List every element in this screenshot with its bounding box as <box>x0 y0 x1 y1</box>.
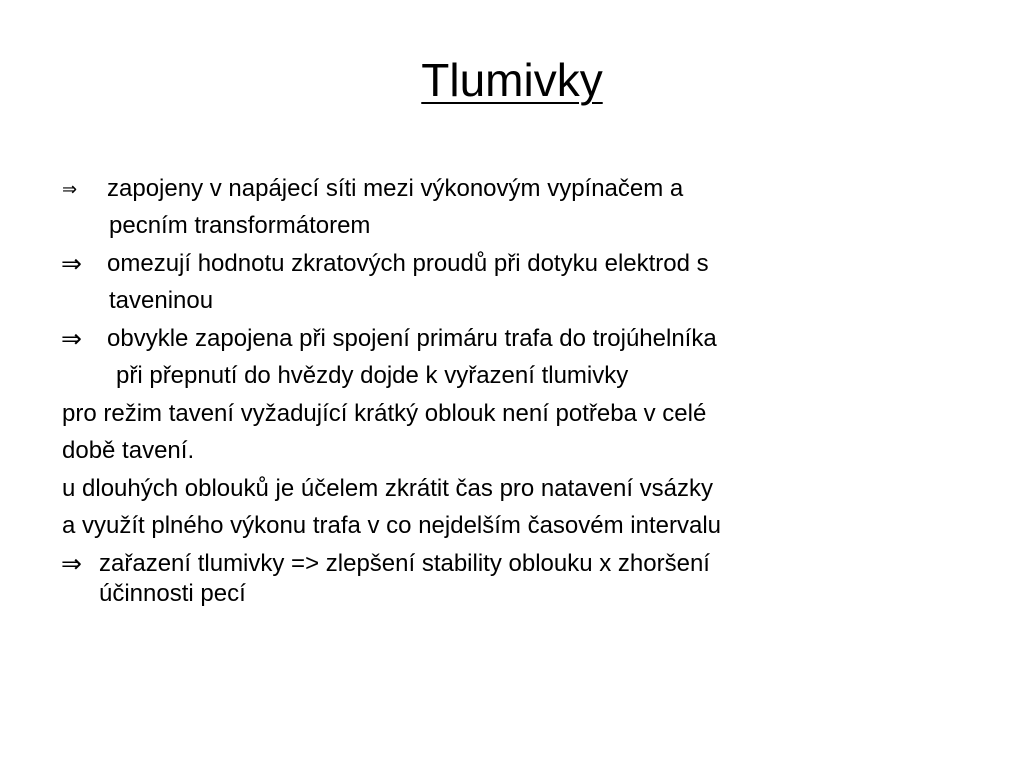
arrow-icon: ⇒ <box>61 324 82 353</box>
arrow-icon: ⇒ <box>62 179 78 200</box>
paragraph-line-1: pro režim tavení vyžadující krátký oblouk není potřeba v celé <box>62 400 707 427</box>
paragraph-line-3: u dlouhých oblouků je účelem zkrátit čas pro natavení vsázky <box>62 475 714 502</box>
bullet-2-line-1: omezují hodnotu zkratových proudů při dotyku elektrod s <box>107 250 709 277</box>
arrow-icon: ⇒ <box>61 249 82 278</box>
slide-title <box>0 52 1024 108</box>
paragraph-line-2: době tavení. <box>62 437 195 464</box>
final-bullet-line-2: účinnosti pecí <box>99 580 246 607</box>
bullet-1-line-2: pecním transformátorem <box>109 212 371 239</box>
bullet-1-line-1: zapojeny v napájecí síti mezi výkonovým vypínačem a <box>107 175 684 202</box>
final-bullet-line-1: zařazení tlumivky => zlepšení stability oblouku x zhoršení <box>99 550 710 577</box>
bullet-2-line-2: taveninou <box>109 287 214 314</box>
slide-title-text: Tlumivky <box>421 54 603 106</box>
arrow-icon: ⇒ <box>61 549 82 578</box>
bullet-3-line-2: při přepnutí do hvězdy dojde k vyřazení tlumivky <box>116 362 629 389</box>
bullet-3-line-1: obvykle zapojena při spojení primáru trafa do trojúhelníka <box>107 325 717 352</box>
paragraph-line-4: a využít plného výkonu trafa v co nejdelším časovém intervalu <box>62 512 721 539</box>
